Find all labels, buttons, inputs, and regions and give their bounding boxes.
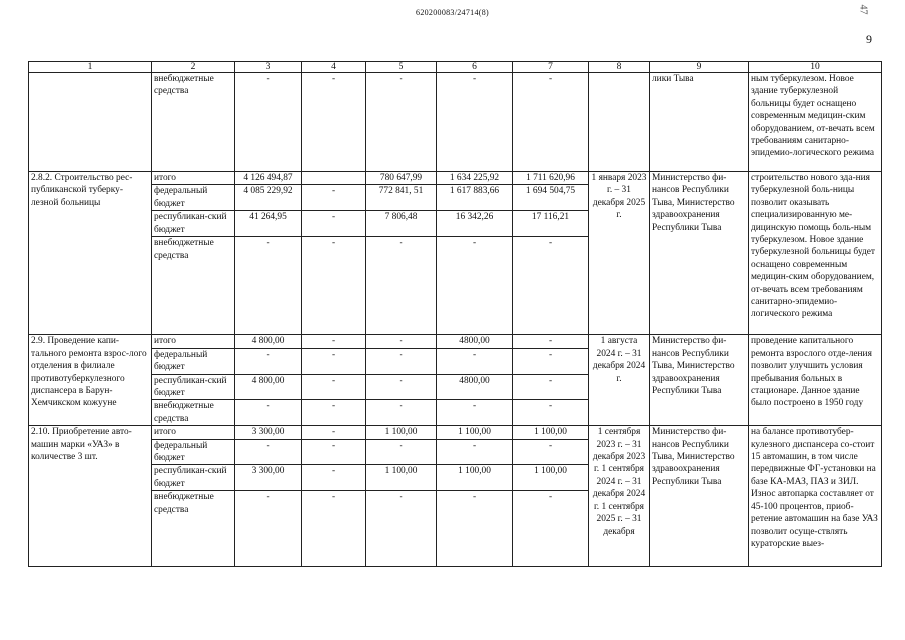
value-cell: - bbox=[513, 335, 589, 348]
funding-source-cell: итого bbox=[152, 172, 235, 185]
value-cell: - bbox=[302, 439, 366, 465]
value-cell: - bbox=[302, 237, 366, 335]
value-cell: - bbox=[366, 237, 437, 335]
value-cell: - bbox=[366, 335, 437, 348]
period-cell: 1 сентября 2023 г. – 31 декабря 2023 г. 1 сентября 2024 г. – 31 декабря 2024 г. 1 сентября 2025 г. – 31 декабря bbox=[589, 426, 650, 567]
value-cell: 4800,00 bbox=[437, 335, 513, 348]
period-cell: 1 августа 2024 г. – 31 декабря 2024 г. bbox=[589, 335, 650, 426]
value-cell: - bbox=[513, 491, 589, 567]
value-cell: - bbox=[302, 400, 366, 426]
value-cell: - bbox=[235, 491, 302, 567]
funding-source-cell: федеральный бюджет bbox=[152, 348, 235, 374]
value-cell: 772 841, 51 bbox=[366, 185, 437, 211]
value-cell: 4800,00 bbox=[437, 374, 513, 400]
value-cell: 1 617 883,66 bbox=[437, 185, 513, 211]
value-cell: - bbox=[437, 237, 513, 335]
page-number: 9 bbox=[866, 32, 872, 46]
program-table bbox=[28, 61, 882, 567]
executor-cell: лики Тыва bbox=[650, 73, 749, 172]
value-cell: - bbox=[513, 237, 589, 335]
executor-cell: Министерство фи-нансов Республики Тыва, Министерство здравоохранения Республики Тыва bbox=[650, 426, 749, 567]
value-cell: - bbox=[302, 73, 366, 172]
value-cell: - bbox=[235, 439, 302, 465]
value-cell: 3 300,00 bbox=[235, 465, 302, 491]
column-number: 7 bbox=[513, 62, 589, 73]
handwritten-page-mark: 47 bbox=[857, 4, 869, 15]
value-cell: - bbox=[366, 374, 437, 400]
value-cell: - bbox=[513, 374, 589, 400]
funding-source-cell: федеральный бюджет bbox=[152, 439, 235, 465]
value-cell: - bbox=[366, 348, 437, 374]
result-cell: на балансе противотубер-кулезного диспансера со-стоит 15 автомашин, в том числе передвижные ФГ-установки на базе КА-МАЗ, ПАЗ и ЗИЛ. Износ автопарка составляет от 45-100 процентов, приоб-ретение автомашин на базе УАЗ позволит осуще-ствлять кураторские выез- bbox=[749, 426, 882, 567]
result-cell: проведение капитального ремонта взрослого отде-ления позволит улучшить условия пребывания больных в стационаре. Данное здание было построено в 1950 году bbox=[749, 335, 882, 426]
value-cell: 41 264,95 bbox=[235, 211, 302, 237]
funding-source-cell: республикан-ский бюджет bbox=[152, 465, 235, 491]
value-cell: - bbox=[366, 491, 437, 567]
table-row bbox=[29, 73, 882, 172]
value-cell: - bbox=[235, 237, 302, 335]
value-cell: 1 711 620,96 bbox=[513, 172, 589, 185]
value-cell bbox=[302, 172, 366, 185]
value-cell: - bbox=[366, 400, 437, 426]
value-cell: 4 800,00 bbox=[235, 374, 302, 400]
column-number: 1 bbox=[29, 62, 152, 73]
value-cell: - bbox=[437, 73, 513, 172]
value-cell: - bbox=[235, 73, 302, 172]
document-id: 620200083/24714(8) bbox=[416, 8, 489, 17]
table-row bbox=[29, 426, 882, 439]
measure-name-cell: 2.10. Приобретение авто-машин марки «УАЗ» в количестве 3 шт. bbox=[29, 426, 152, 567]
funding-source-cell: республикан-ский бюджет bbox=[152, 211, 235, 237]
value-cell: - bbox=[302, 211, 366, 237]
value-cell: 1 694 504,75 bbox=[513, 185, 589, 211]
executor-cell: Министерство фи-нансов Республики Тыва, Министерство здравоохранения Республики Тыва bbox=[650, 335, 749, 426]
column-number: 9 bbox=[650, 62, 749, 73]
value-cell: 1 100,00 bbox=[513, 465, 589, 491]
column-number: 3 bbox=[235, 62, 302, 73]
value-cell: - bbox=[302, 465, 366, 491]
column-number: 5 bbox=[366, 62, 437, 73]
measure-name-cell bbox=[29, 73, 152, 172]
column-number: 10 bbox=[749, 62, 882, 73]
value-cell: - bbox=[513, 348, 589, 374]
column-number: 8 bbox=[589, 62, 650, 73]
funding-source-cell: итого bbox=[152, 426, 235, 439]
measure-name-cell: 2.8.2. Строительство рес-публиканской туберку-лезной больницы bbox=[29, 172, 152, 335]
result-cell: строительство нового зда-ния туберкулезной боль-ницы позволит оказывать специализированную ме-дицинскую помощь боль-ным туберкулезом. Новое здание туберкулезной больницы будет оснащено современным медицин-ским оборудованием, от-вечать всем требованиям санитарно-эпидемио-логического режима bbox=[749, 172, 882, 335]
funding-source-cell: внебюджетные средства bbox=[152, 73, 235, 172]
result-cell: ным туберкулезом. Новое здание туберкулезной больницы будет оснащено современным медицин-ским оборудованием, от-вечать всем требованиям санитарно-эпидемио-логического режима bbox=[749, 73, 882, 172]
value-cell: - bbox=[302, 491, 366, 567]
value-cell: 1 100,00 bbox=[366, 465, 437, 491]
value-cell: 1 100,00 bbox=[437, 426, 513, 439]
value-cell: - bbox=[437, 400, 513, 426]
period-cell bbox=[589, 73, 650, 172]
value-cell: - bbox=[513, 73, 589, 172]
value-cell: 17 116,21 bbox=[513, 211, 589, 237]
value-cell: - bbox=[437, 491, 513, 567]
column-number: 4 bbox=[302, 62, 366, 73]
value-cell: 780 647,99 bbox=[366, 172, 437, 185]
funding-source-cell: республикан-ский бюджет bbox=[152, 374, 235, 400]
funding-source-cell: внебюджетные средства bbox=[152, 400, 235, 426]
value-cell: - bbox=[302, 335, 366, 348]
value-cell: - bbox=[302, 374, 366, 400]
value-cell: 4 085 229,92 bbox=[235, 185, 302, 211]
value-cell: 1 100,00 bbox=[437, 465, 513, 491]
value-cell: - bbox=[366, 439, 437, 465]
value-cell: - bbox=[366, 73, 437, 172]
value-cell: - bbox=[235, 400, 302, 426]
funding-source-cell: внебюджетные средства bbox=[152, 491, 235, 567]
value-cell: 4 126 494,87 bbox=[235, 172, 302, 185]
value-cell: - bbox=[513, 439, 589, 465]
column-number-row bbox=[29, 62, 882, 73]
funding-source-cell: внебюджетные средства bbox=[152, 237, 235, 335]
value-cell: 1 100,00 bbox=[513, 426, 589, 439]
column-number: 6 bbox=[437, 62, 513, 73]
value-cell: - bbox=[437, 439, 513, 465]
value-cell: - bbox=[235, 348, 302, 374]
executor-cell: Министерство фи-нансов Республики Тыва, Министерство здравоохранения Республики Тыва bbox=[650, 172, 749, 335]
value-cell: - bbox=[302, 185, 366, 211]
value-cell: 1 634 225,92 bbox=[437, 172, 513, 185]
table-row bbox=[29, 335, 882, 348]
value-cell: - bbox=[513, 400, 589, 426]
value-cell: 1 100,00 bbox=[366, 426, 437, 439]
value-cell: 7 806,48 bbox=[366, 211, 437, 237]
table-row bbox=[29, 172, 882, 185]
funding-source-cell: итого bbox=[152, 335, 235, 348]
period-cell: 1 января 2023 г. – 31 декабря 2025 г. bbox=[589, 172, 650, 335]
measure-name-cell: 2.9. Проведение капи-тального ремонта взрос-лого отделения в филиале противотуберкулезного диспансера в Барун-Хемчикском кожууне bbox=[29, 335, 152, 426]
value-cell: 4 800,00 bbox=[235, 335, 302, 348]
value-cell: - bbox=[437, 348, 513, 374]
value-cell: 16 342,26 bbox=[437, 211, 513, 237]
value-cell: 3 300,00 bbox=[235, 426, 302, 439]
value-cell: - bbox=[302, 426, 366, 439]
value-cell: - bbox=[302, 348, 366, 374]
funding-source-cell: федеральный бюджет bbox=[152, 185, 235, 211]
column-number: 2 bbox=[152, 62, 235, 73]
